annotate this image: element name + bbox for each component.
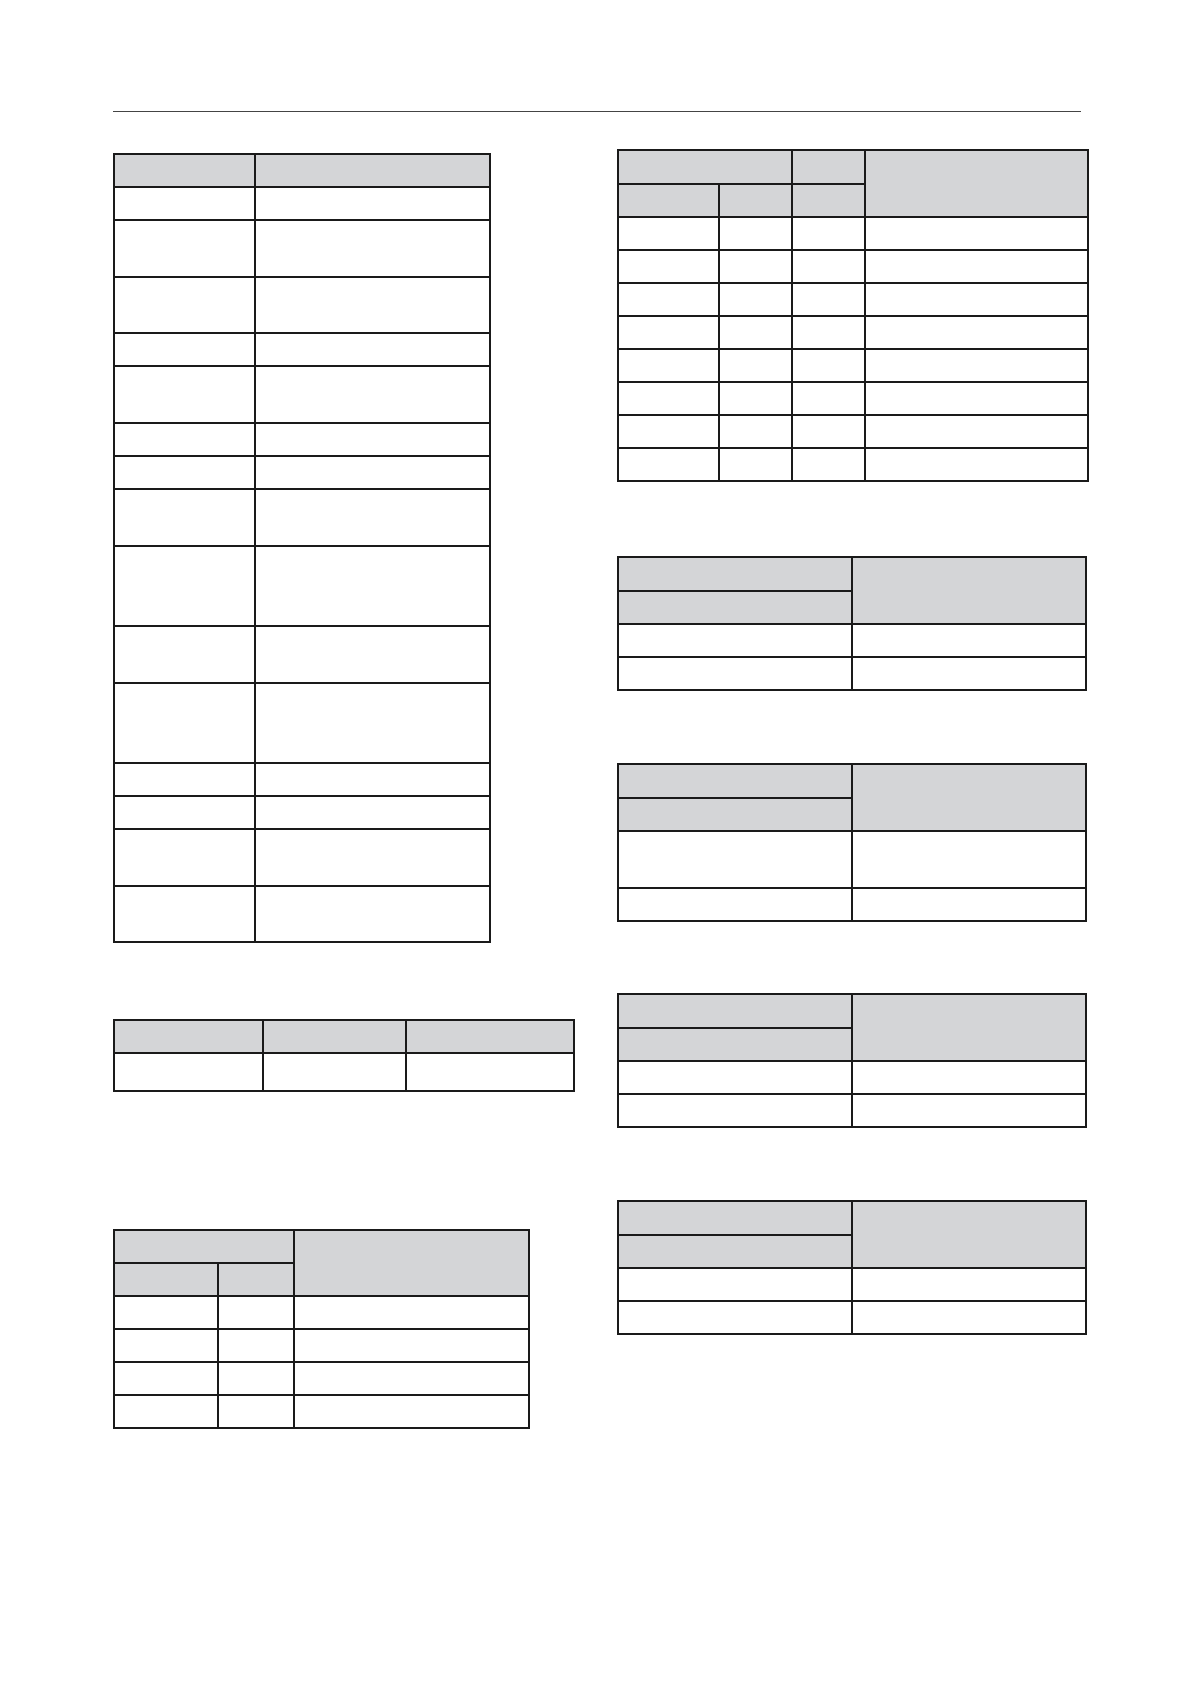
table-cell: [114, 626, 255, 683]
table-row: [618, 283, 1088, 316]
table-cell: [719, 382, 792, 415]
table-cell: [719, 349, 792, 382]
table-row: [618, 448, 1088, 481]
table-header-cell: [114, 154, 255, 187]
table-cell: [114, 187, 255, 220]
table-row: [618, 657, 1086, 690]
table-cell: [852, 831, 1086, 888]
table-row: [114, 829, 490, 886]
table-row: [618, 624, 1086, 657]
table-cell: [618, 349, 719, 382]
table-cell: [618, 250, 719, 283]
table-header-cell: [792, 150, 865, 184]
table-row: [114, 333, 490, 366]
table-cell: [618, 657, 852, 690]
table-row: [114, 546, 490, 626]
table-header-cell: [618, 798, 852, 831]
table-cell: [852, 1061, 1086, 1094]
table-row: [618, 250, 1088, 283]
table-cell: [255, 626, 490, 683]
table-header-row: [618, 557, 1086, 591]
table-cell: [618, 624, 852, 657]
table-cell: [719, 217, 792, 250]
table-header-cell: [294, 1230, 529, 1296]
table-row: [114, 886, 490, 942]
table-cell: [255, 886, 490, 942]
table-cell: [255, 683, 490, 763]
table-header-cell: [618, 764, 852, 798]
table-header-cell: [618, 184, 719, 217]
table-row: [114, 187, 490, 220]
table-cell: [406, 1053, 574, 1091]
table-cell: [114, 423, 255, 456]
table-row: [618, 217, 1088, 250]
table-cell: [255, 277, 490, 333]
table-row: [114, 1053, 574, 1091]
table-row: [114, 683, 490, 763]
table-header-cell: [114, 1263, 218, 1296]
table-header-cell: [618, 150, 792, 184]
table-header-cell: [218, 1263, 294, 1296]
table-cell: [255, 187, 490, 220]
table-header-cell: [719, 184, 792, 217]
table-row: [114, 626, 490, 683]
table-row: [114, 1362, 529, 1395]
table-header-cell: [618, 1201, 852, 1235]
table-row: [114, 366, 490, 423]
table-cell: [114, 1329, 218, 1362]
table-cell: [114, 277, 255, 333]
table-cell: [114, 1296, 218, 1329]
table-cell: [114, 366, 255, 423]
table-cell: [255, 366, 490, 423]
table-row: [114, 763, 490, 796]
table-cell: [719, 283, 792, 316]
table-cell: [218, 1329, 294, 1362]
table-header-cell: [618, 591, 852, 624]
table-cell: [114, 829, 255, 886]
table-row: [114, 796, 490, 829]
table-header-cell: [114, 1020, 263, 1053]
table-row: [618, 1094, 1086, 1127]
table-header-cell: [852, 1201, 1086, 1268]
table-cell: [114, 763, 255, 796]
table-header-cell: [792, 184, 865, 217]
table-cell: [255, 489, 490, 546]
table-cell: [114, 546, 255, 626]
table-cell: [218, 1362, 294, 1395]
table-header-cell: [255, 154, 490, 187]
table-header-cell: [852, 994, 1086, 1061]
table-4: [617, 149, 1089, 482]
table-cell: [218, 1296, 294, 1329]
table-cell: [618, 283, 719, 316]
table-cell: [255, 333, 490, 366]
table-cell: [255, 456, 490, 489]
table-cell: [114, 220, 255, 277]
table-cell: [618, 316, 719, 349]
table-cell: [792, 217, 865, 250]
table-cell: [255, 423, 490, 456]
table-cell: [792, 250, 865, 283]
table-cell: [792, 448, 865, 481]
table-cell: [618, 1301, 852, 1334]
table-cell: [792, 415, 865, 448]
table-cell: [852, 657, 1086, 690]
table-cell: [618, 415, 719, 448]
table-cell: [294, 1329, 529, 1362]
table-header-cell: [618, 994, 852, 1028]
table-cell: [255, 796, 490, 829]
table-row: [618, 1061, 1086, 1094]
table-row: [618, 415, 1088, 448]
table-cell: [792, 283, 865, 316]
table-cell: [852, 624, 1086, 657]
table-header-cell: [618, 557, 852, 591]
table-header-cell: [618, 1028, 852, 1061]
table-cell: [114, 456, 255, 489]
table-cell: [852, 1301, 1086, 1334]
table-cell: [852, 1268, 1086, 1301]
table-cell: [618, 448, 719, 481]
table-header-cell: [852, 557, 1086, 624]
table-cell: [865, 382, 1088, 415]
table-cell: [865, 415, 1088, 448]
table-cell: [618, 1268, 852, 1301]
table-cell: [294, 1362, 529, 1395]
table-cell: [618, 1061, 852, 1094]
table-cell: [114, 1362, 218, 1395]
table-7: [617, 993, 1087, 1128]
table-cell: [865, 217, 1088, 250]
table-cell: [719, 316, 792, 349]
header-rule: [113, 111, 1081, 112]
table-row: [114, 456, 490, 489]
table-row: [618, 382, 1088, 415]
table-cell: [618, 888, 852, 921]
table-3: [113, 1229, 530, 1429]
table-header-cell: [618, 1235, 852, 1268]
table-header-row: [114, 154, 490, 187]
table-cell: [294, 1395, 529, 1428]
table-6: [617, 763, 1087, 922]
table-header-row: [618, 764, 1086, 798]
table-row: [618, 1301, 1086, 1334]
table-header-cell: [852, 764, 1086, 831]
table-row: [618, 316, 1088, 349]
table-cell: [114, 489, 255, 546]
table-cell: [114, 886, 255, 942]
table-row: [618, 888, 1086, 921]
table-row: [114, 277, 490, 333]
table-row: [114, 1395, 529, 1428]
table-1: [113, 153, 491, 943]
table-header-row: [618, 150, 1088, 184]
table-header-row: [618, 994, 1086, 1028]
table-cell: [263, 1053, 406, 1091]
table-cell: [114, 1053, 263, 1091]
table-cell: [255, 829, 490, 886]
table-cell: [852, 1094, 1086, 1127]
table-5: [617, 556, 1087, 691]
table-cell: [865, 448, 1088, 481]
table-cell: [114, 796, 255, 829]
table-row: [618, 349, 1088, 382]
table-cell: [114, 333, 255, 366]
table-cell: [114, 683, 255, 763]
table-row: [114, 220, 490, 277]
table-cell: [792, 316, 865, 349]
table-cell: [865, 283, 1088, 316]
table-cell: [719, 415, 792, 448]
table-cell: [719, 250, 792, 283]
table-cell: [852, 888, 1086, 921]
table-cell: [719, 448, 792, 481]
table-cell: [792, 349, 865, 382]
table-8: [617, 1200, 1087, 1335]
table-cell: [865, 349, 1088, 382]
table-cell: [294, 1296, 529, 1329]
table-row: [114, 1296, 529, 1329]
table-cell: [255, 546, 490, 626]
table-cell: [618, 217, 719, 250]
table-header-cell: [406, 1020, 574, 1053]
table-row: [618, 831, 1086, 888]
table-cell: [618, 831, 852, 888]
table-header-cell: [865, 150, 1088, 217]
table-header-row: [114, 1020, 574, 1053]
table-row: [114, 423, 490, 456]
table-row: [114, 1329, 529, 1362]
table-cell: [218, 1395, 294, 1428]
table-2: [113, 1019, 575, 1092]
table-header-row: [618, 1201, 1086, 1235]
table-cell: [114, 1395, 218, 1428]
table-header-cell: [114, 1230, 294, 1263]
table-cell: [618, 1094, 852, 1127]
table-cell: [255, 220, 490, 277]
table-header-cell: [263, 1020, 406, 1053]
table-cell: [865, 316, 1088, 349]
table-row: [618, 1268, 1086, 1301]
table-cell: [618, 382, 719, 415]
table-row: [114, 489, 490, 546]
table-cell: [865, 250, 1088, 283]
table-header-row: [114, 1230, 529, 1263]
table-cell: [255, 763, 490, 796]
table-cell: [792, 382, 865, 415]
